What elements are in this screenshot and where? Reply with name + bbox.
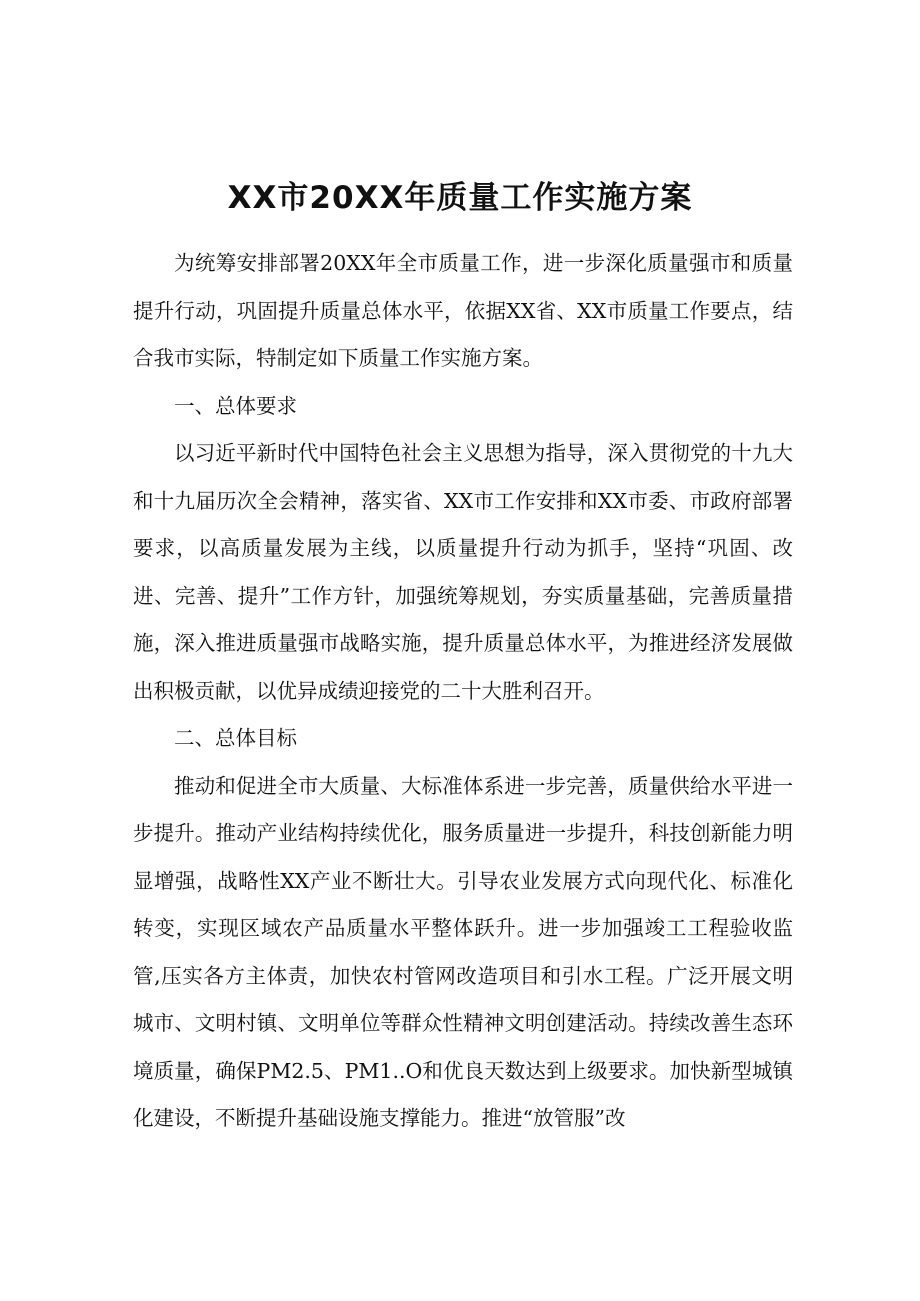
document-body [133, 240, 793, 1143]
general-requirements-paragraph: 以习近平新时代中国特色社会主义思想为指导，深入贯彻党的十九大和十九届历次全会精神，落实省、XX市工作安排和XX市委、市政府部署要求，以高质量发展为主线，以质量提升行动为抓手，坚持“巩固、改进、完善、提升”工作方针，加强统筹规划，夯实质量基础，完善质量措施，深入推进质量强市战略实施，提升质量总体水平，为推进经济发展做出积极贡献，以优异成绩迎接党的二十大胜利召开。 [133, 441, 793, 703]
overall-goals-paragraph: 推动和促进全市大质量、大标准体系进一步完善，质量供给水平进一步提升。推动产业结构持续优化，服务质量进一步提升，科技创新能力明显增强，战略性XX产业不断壮大。引导农业发展方式向现代化、标准化转变，实现区域农产品质量水平整体跃升。进一步加强竣工工程验收监管,压实各方主体责，加快农村管网改造项目和引水工程。广泛开展文明城市、文明村镇、文明单位等群众性精神文明创建活动。持续改善生态环境质量，确保PM2.5、PM1..O和优良天数达到上级要求。加快新型城镇化建设，不断提升基础设施支撑能力。推进“放管服”改 [133, 773, 793, 1130]
intro-paragraph: 为统筹安排部署20XX年全市质量工作，进一步深化质量强市和质量提升行动，巩固提升质量总体水平，依据XX省、XX市质量工作要点，结合我市实际，特制定如下质量工作实施方案。 [133, 251, 793, 370]
document-title: XX市20XX年质量工作实施方案 [227, 180, 693, 216]
section-heading-overall-goals: 二、总体目标 [174, 726, 297, 750]
section-heading-general-requirements: 一、总体要求 [174, 393, 297, 418]
